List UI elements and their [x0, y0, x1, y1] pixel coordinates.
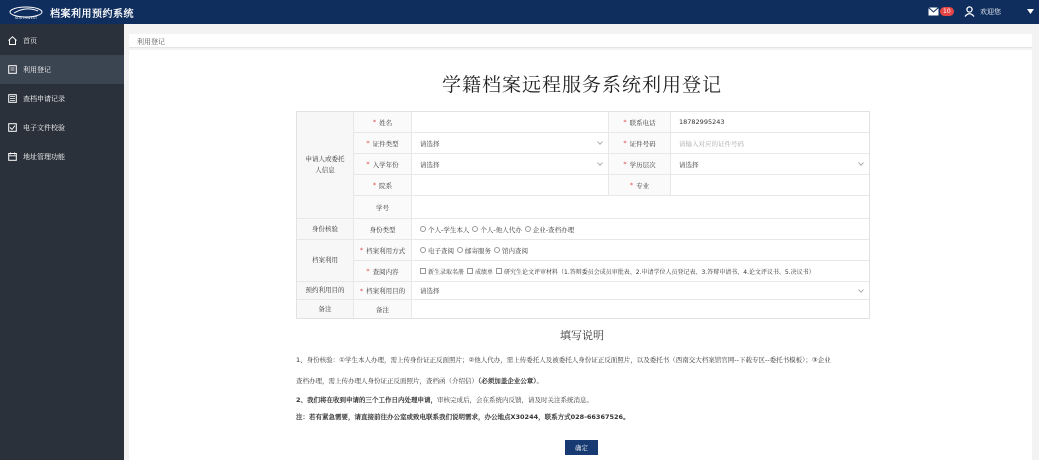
identity-option[interactable]: 个人-学生本人: [420, 225, 469, 234]
instruction-line-2: 查档办理，需上传办理人身份证正反面照片，查档函（介绍信）（必须加盖企业公章）。: [296, 377, 543, 385]
instruction-line-1: 1、身份核验：①学生本人办理，需上传身份证正反面照片；②他人代办，需上传委托人及被委托人身份证正反面照片，以及委托书（西南交大档案馆官网--下载专区--委托书模板）；③企业: [296, 356, 831, 364]
breadcrumb: [129, 34, 1032, 48]
sidebar-item-verify[interactable]: [0, 113, 124, 142]
required-mark: *: [623, 118, 627, 126]
content-option[interactable]: 新生录取名册: [420, 267, 464, 276]
radio-icon: [525, 226, 531, 232]
edu-label: * 学历层次: [609, 154, 671, 175]
year-select[interactable]: 请选择: [412, 154, 609, 175]
logo-text: SOUTHWEST: [14, 16, 38, 20]
method-option[interactable]: 邮寄服务: [457, 246, 491, 255]
content-label: * 查阅内容: [354, 261, 412, 282]
radio-icon: [420, 226, 426, 232]
identity-option[interactable]: 企业-查档办理: [525, 225, 574, 234]
identity-type-label: 身份类型: [354, 219, 412, 240]
app-title: 档案利用预约系统: [50, 9, 134, 20]
stuno-input[interactable]: [412, 196, 869, 219]
dept-label: * 院系: [354, 175, 412, 196]
chevron-down-icon: [597, 162, 603, 166]
purpose-label: * 档案利用目的: [354, 282, 412, 300]
content-checkboxes: [412, 261, 869, 282]
user-greeting[interactable]: 欢迎您: [980, 8, 1001, 16]
radio-icon: [494, 247, 500, 253]
major-label: * 专业: [609, 175, 671, 196]
sidebar-item-label: 查档申请记录: [23, 95, 65, 103]
breadcrumb-item[interactable]: 利用登记: [137, 38, 165, 46]
name-input[interactable]: [412, 112, 609, 133]
stuno-label: 学号: [354, 196, 412, 219]
chevron-down-icon: [858, 289, 864, 293]
instruction-line-3: 2、我们将在收到申请的三个工作日内处理申请，审核完成后，会在系统内反馈，请及时关注系统消息。: [296, 396, 594, 404]
group-remark: 备注: [297, 300, 354, 318]
major-input[interactable]: [671, 175, 869, 196]
sidebar-item-home[interactable]: [0, 26, 124, 55]
group-purpose: 预约利用目的: [297, 282, 354, 300]
radio-icon: [420, 247, 426, 253]
chevron-down-icon: [597, 141, 603, 145]
dept-input[interactable]: [412, 175, 609, 196]
confirm-button[interactable]: 确定: [565, 440, 598, 455]
user-icon[interactable]: [964, 6, 975, 17]
name-label: * 姓名: [354, 112, 412, 133]
purpose-select[interactable]: 请选择: [412, 282, 869, 300]
identity-type-radios: [412, 219, 869, 240]
phone-input[interactable]: 18782995243: [671, 112, 869, 133]
method-option[interactable]: 馆内查阅: [494, 246, 528, 255]
radio-icon: [472, 226, 478, 232]
home-icon: [8, 36, 17, 45]
caret-down-icon[interactable]: [1027, 9, 1034, 14]
group-use: 档案利用: [297, 240, 354, 282]
mail-icon[interactable]: [928, 7, 939, 16]
identity-option[interactable]: 个人-他人代办: [472, 225, 521, 234]
mail-count-badge: 10: [940, 7, 954, 16]
checkbox-icon: [420, 268, 426, 274]
method-label: * 档案利用方式: [354, 240, 412, 261]
year-label: * 入学年份: [354, 154, 412, 175]
instruction-line-4: 注：若有紧急需要，请直接前往办公室或致电联系我们说明需求，办公地点X30244，联系方式028-66367526。: [296, 413, 630, 421]
chevron-down-icon: [858, 162, 864, 166]
group-applicant: 申请人或委托人信息: [297, 112, 354, 219]
idtype-select[interactable]: 请选择: [412, 133, 609, 154]
top-bar: [0, 0, 1039, 24]
idno-input[interactable]: 请输入对应的证件号码: [671, 133, 869, 154]
instructions-title: 填写说明: [560, 329, 604, 342]
checkbox-icon: [467, 268, 473, 274]
checkbox-icon: [496, 268, 502, 274]
sidebar-item-label: 首页: [23, 37, 37, 45]
sidebar-item-label: 电子文件校验: [23, 124, 65, 132]
address-icon: [8, 152, 17, 161]
page-title: 学籍档案远程服务系统利用登记: [441, 74, 722, 96]
content-option[interactable]: 成绩单: [467, 267, 493, 276]
sidebar-item-address[interactable]: [0, 142, 124, 171]
verify-icon: [8, 123, 17, 132]
method-radios: [412, 240, 869, 261]
sidebar-item-label: 利用登记: [23, 66, 51, 74]
remark-input[interactable]: [412, 300, 869, 318]
idtype-label: * 证件类型: [354, 133, 412, 154]
method-option[interactable]: 电子查阅: [420, 246, 454, 255]
registration-form: [296, 111, 870, 319]
radio-icon: [457, 247, 463, 253]
idno-label: * 证件号码: [609, 133, 671, 154]
university-logo: [8, 4, 44, 20]
content-option[interactable]: 研究生论文评审材料（1.答辩委员会成员审批表、2.申请学位人员登记表、3.答辩申请书、4.论文评议书、5.决议书）: [496, 267, 815, 276]
sidebar-item-label: 地址管理功能: [23, 153, 65, 161]
group-identity: 身份核验: [297, 219, 354, 240]
required-mark: *: [372, 118, 377, 126]
phone-label: * 联系电话: [609, 112, 671, 133]
remark-label: 备注: [354, 300, 412, 318]
edu-select[interactable]: 请选择: [671, 154, 869, 175]
